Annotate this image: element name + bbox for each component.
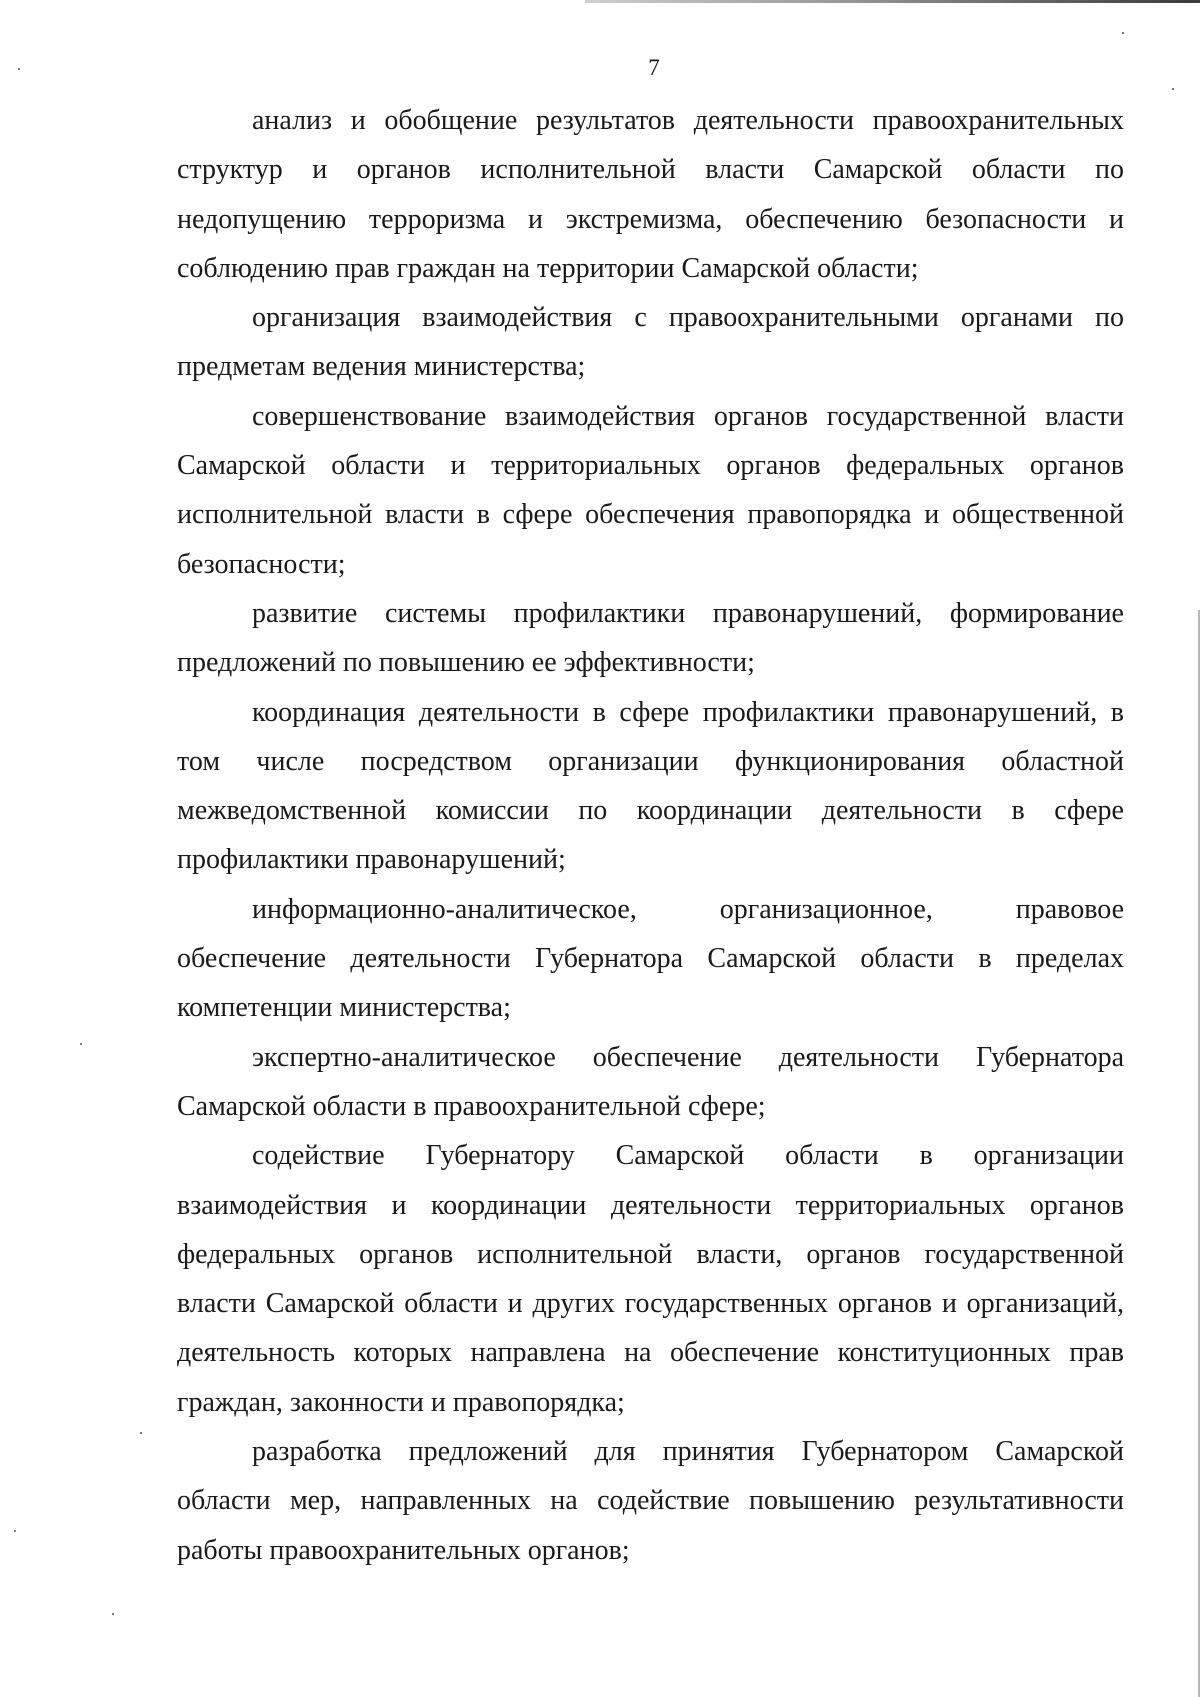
scan-edge-line — [585, 0, 1200, 3]
page-number: 7 — [648, 55, 660, 80]
scan-speck — [1172, 88, 1174, 90]
paragraph: развитие системы профилактики правонарушений, формирование предложений по повышению ее эффективности; — [177, 597, 1124, 679]
paragraph: совершенствование взаимодействия органов государственной власти Самарской области и территориальных органов федеральных органов исполнительной власти в сфере обеспечения правопорядка и общественной безопасности; — [177, 400, 1124, 580]
document-body — [177, 96, 1124, 1575]
scan-speck — [140, 1432, 142, 1434]
paragraph: анализ и обобщение результатов деятельности правоохранительных структур и органов исполнительной власти Самарской области по недопущению терроризма и экстремизма, обеспечению безопасности и соблюдению прав граждан на территории Самарской области; — [177, 105, 1124, 284]
scan-speck — [80, 1043, 82, 1045]
paragraph: информационно-аналитическое, организационное, правовое обеспечение деятельности Губернатора Самарской области в пределах компетенции министерства; — [177, 893, 1124, 1024]
paragraph: разработка предложений для принятия Губернатором Самарской области мер, направленных на содействие повышению результативности работы правоохранительных органов; — [177, 1436, 1124, 1566]
paragraph: координация деятельности в сфере профилактики правонарушений, в том числе посредством организации функционирования областной межведомственной комиссии по координации деятельности в сфере профилактики правонарушений; — [177, 696, 1124, 876]
scan-speck — [112, 1613, 114, 1615]
paragraph: организация взаимодействия с правоохранительными органами по предметам ведения министерства; — [177, 302, 1124, 383]
scan-speck — [14, 1530, 16, 1532]
paragraph: содействие Губернатору Самарской области в организации взаимодействия и координации деятельности территориальных органов федеральных органов исполнительной власти, органов государственной власти Самарской области и других государственных органов и организаций, деятельность которых направлена на обеспечение конституционных прав граждан, законности и правопорядка; — [177, 1140, 1124, 1418]
paragraph: экспертно-аналитическое обеспечение деятельности Губернатора Самарской области в правоохранительной сфере; — [177, 1041, 1124, 1122]
scan-speck — [1122, 32, 1124, 34]
